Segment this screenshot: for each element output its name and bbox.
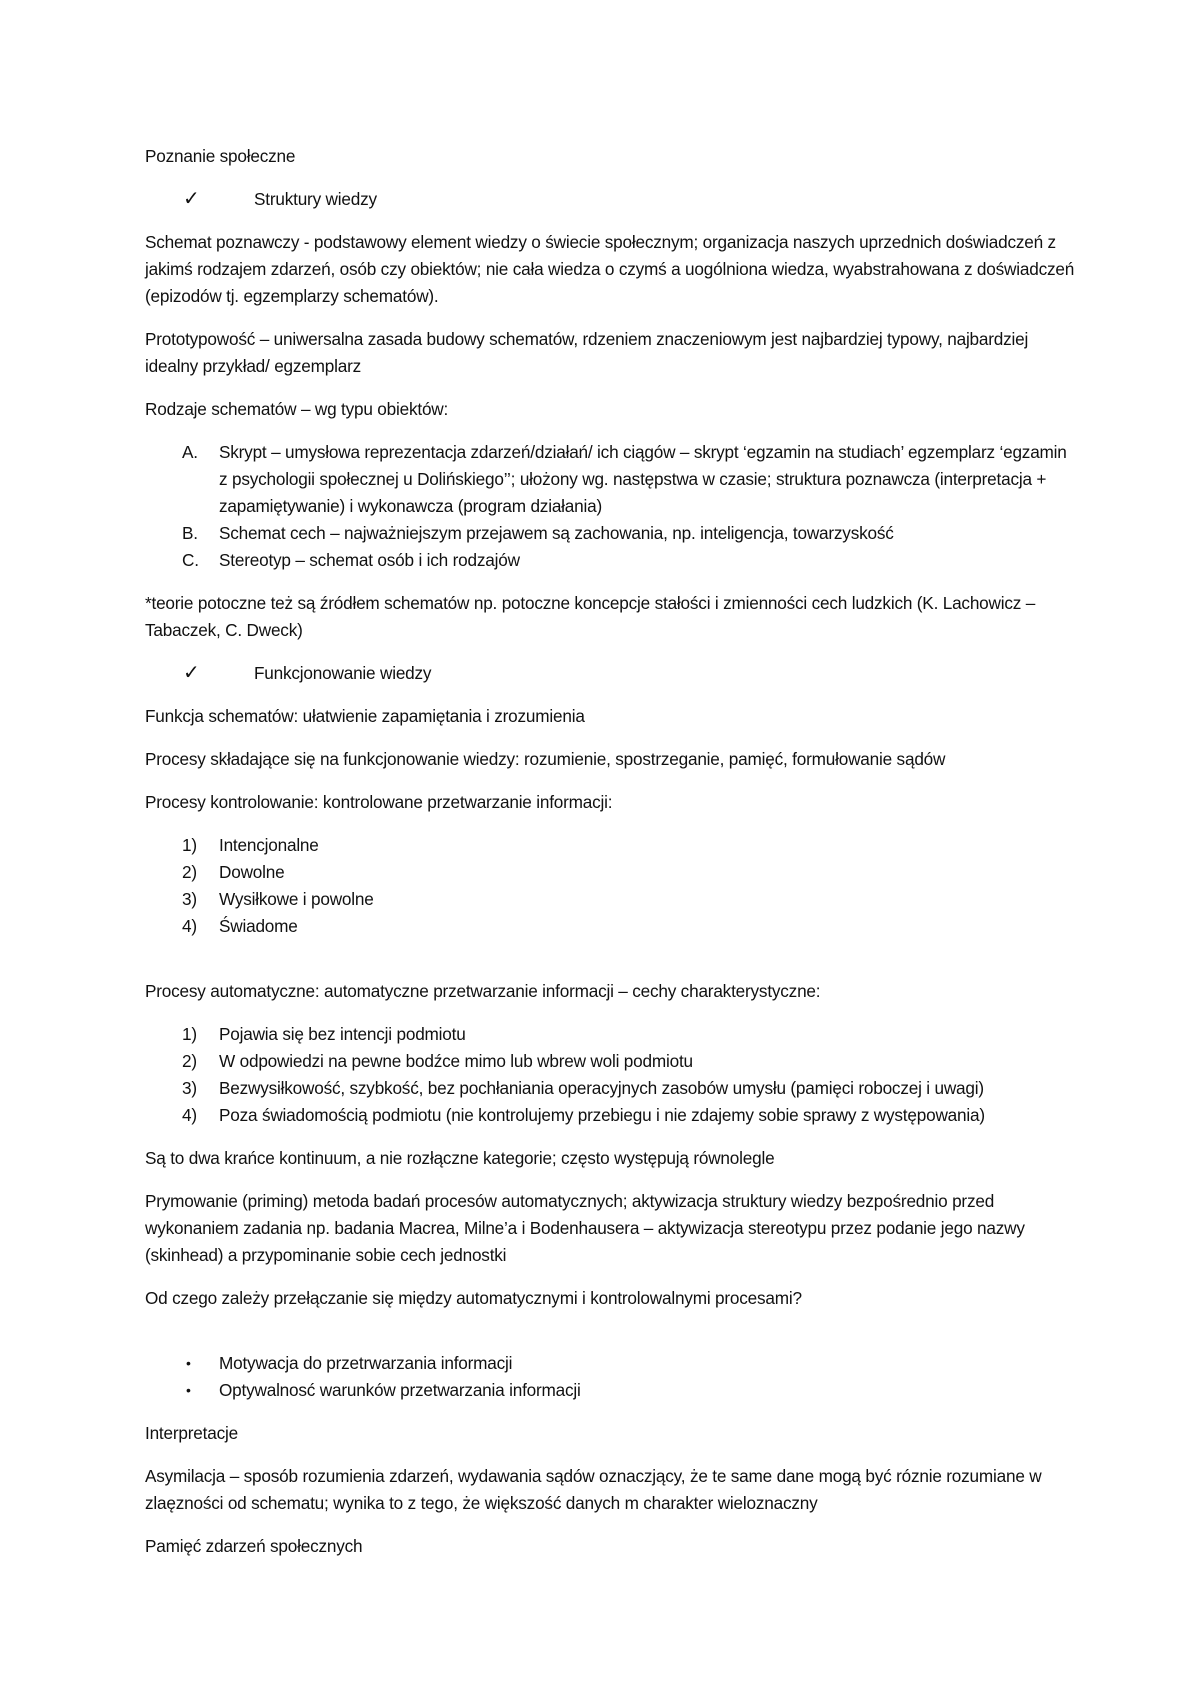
- list-marker: A.: [182, 442, 198, 462]
- list-item-text: Optywalnosć warunków przetwarzania informacji: [219, 1380, 581, 1400]
- list-item: [145, 1350, 1075, 1377]
- list-item-text: Wysiłkowe i powolne: [219, 889, 374, 909]
- list-item-text: Skrypt – umysłowa reprezentacja zdarzeń/działań/ ich ciągów – skrypt ‘egzamin na studiach’ egzemplarz ‘egzamin z psychologii społecznej u Dolińskiego’’; ułożony wg. następstwa w czasie; struktura poznawcza (interpretacja + zapamiętywanie) i wykonawcza (program działania): [219, 442, 1067, 516]
- paragraph-prymowanie: Prymowanie (priming) metoda badań procesów automatycznych; aktywizacja struktury wiedzy bezpośrednio przed wykonaniem zadania np. badania Macrea, Milne’a i Bodenhausera – aktywizacja stereotypu przez podanie jego nazwy (skinhead) a przypominanie sobie cech jednostki: [145, 1191, 1025, 1265]
- list-item: [145, 547, 1075, 574]
- list-item-text: Schemat cech – najważniejszym przejawem są zachowania, np. inteligencja, towarzyskość: [219, 523, 894, 543]
- paragraph-interpretacje: Interpretacje: [145, 1423, 238, 1443]
- list-marker: 3): [182, 889, 197, 909]
- spacer: [145, 956, 1075, 978]
- checklist-label: Funkcjonowanie wiedzy: [254, 663, 432, 683]
- list-marker: 1): [182, 1024, 197, 1044]
- list-marker: B.: [182, 523, 198, 543]
- spacer: [145, 1328, 1075, 1350]
- paragraph-pamiec: Pamięć zdarzeń społecznych: [145, 1536, 363, 1556]
- paragraph-teorie: *teorie potoczne też są źródłem schematów np. potoczne koncepcje stałości i zmienności cech ludzkich (K. Lachowicz – Tabaczek, C. Dweck): [145, 593, 1036, 640]
- paragraph-funkcja: Funkcja schematów: ułatwienie zapamiętania i zrozumienia: [145, 706, 585, 726]
- automatyczne-list: [145, 1021, 1075, 1129]
- list-item: [145, 859, 1075, 886]
- document-body: [145, 143, 1075, 1576]
- paragraph-schemat: Schemat poznawczy - podstawowy element wiedzy o świecie społecznym; organizacja naszych uprzednich doświadczeń z jakimś rodzajem zdarzeń, osób czy obiektów; nie cała wiedza o czymś a uogólniona wiedza, wyabstrahowana z doświadczeń (epizodów tj. egzemplarzy schematów).: [145, 232, 1075, 306]
- list-item-text: Świadome: [219, 916, 298, 936]
- bullet-list: [145, 1350, 1075, 1404]
- paragraph-kontinuum: Są to dwa krańce kontinuum, a nie rozłączne kategorie; często występują równolegle: [145, 1148, 775, 1168]
- document-title: Poznanie społeczne: [145, 146, 296, 166]
- list-marker: 4): [182, 916, 197, 936]
- list-item: [145, 1048, 1075, 1075]
- kontrolowane-list: [145, 832, 1075, 940]
- list-marker: 4): [182, 1105, 197, 1125]
- list-item: [145, 913, 1075, 940]
- list-marker: C.: [182, 550, 199, 570]
- paragraph-asymilacja: Asymilacja – sposób rozumienia zdarzeń, wydawania sądów oznaczjący, że te same dane mogą być róznie rozumiane w zlaęzności od schematu; wynika to z tego, że większość danych m charakter wieloznaczny: [145, 1466, 1042, 1513]
- paragraph-rodzaje: Rodzaje schematów – wg typu obiektów:: [145, 399, 449, 419]
- list-item-text: Motywacja do przetrwarzania informacji: [219, 1353, 513, 1373]
- list-item-text: W odpowiedzi na pewne bodźce mimo lub wbrew woli podmiotu: [219, 1051, 693, 1071]
- rodzaje-list: [145, 439, 1075, 574]
- list-item-text: Pojawia się bez intencji podmiotu: [219, 1024, 466, 1044]
- list-item: [145, 520, 1075, 547]
- list-item: [145, 1021, 1075, 1048]
- list-item: [145, 832, 1075, 859]
- bullet-icon: •: [186, 1355, 191, 1371]
- list-item-text: Dowolne: [219, 862, 285, 882]
- checklist-label: Struktury wiedzy: [254, 189, 377, 209]
- list-item: [145, 1102, 1075, 1129]
- list-item-text: Stereotyp – schemat osób i ich rodzajów: [219, 550, 520, 570]
- list-item-text: Bezwysiłkowość, szybkość, bez pochłaniania operacyjnych zasobów umysłu (pamięci roboczej i uwagi): [219, 1078, 984, 1098]
- list-marker: 3): [182, 1078, 197, 1098]
- list-marker: 2): [182, 862, 197, 882]
- paragraph-procesy-automatyczne: Procesy automatyczne: automatyczne przetwarzanie informacji – cechy charakterystyczne:: [145, 981, 821, 1001]
- paragraph-procesy-kontrolowane: Procesy kontrolowanie: kontrolowane przetwarzanie informacji:: [145, 792, 613, 812]
- paragraph-pytanie: Od czego zależy przełączanie się między automatycznymi i kontrolowalnymi procesami?: [145, 1288, 802, 1308]
- checkmark-icon: ✓: [183, 188, 200, 210]
- list-item: [145, 1075, 1075, 1102]
- checkmark-icon: ✓: [183, 662, 200, 684]
- list-item-text: Poza świadomością podmiotu (nie kontrolujemy przebiegu i nie zdajemy sobie sprawy z występowania): [219, 1105, 985, 1125]
- list-item: [145, 439, 1075, 520]
- list-item-text: Intencjonalne: [219, 835, 319, 855]
- checklist-item-funkcjonowanie: [145, 660, 1075, 687]
- list-item: [145, 886, 1075, 913]
- list-marker: 2): [182, 1051, 197, 1071]
- bullet-icon: •: [186, 1382, 191, 1398]
- paragraph-procesy-skladajace: Procesy składające się na funkcjonowanie wiedzy: rozumienie, spostrzeganie, pamięć, formułowanie sądów: [145, 749, 946, 769]
- list-marker: 1): [182, 835, 197, 855]
- paragraph-prototypowosc: Prototypowość – uniwersalna zasada budowy schematów, rdzeniem znaczeniowym jest najbardziej typowy, najbardziej idealny przykład/ egzemplarz: [145, 329, 1029, 376]
- checklist-item-struktury: [145, 186, 1075, 213]
- list-item: [145, 1377, 1075, 1404]
